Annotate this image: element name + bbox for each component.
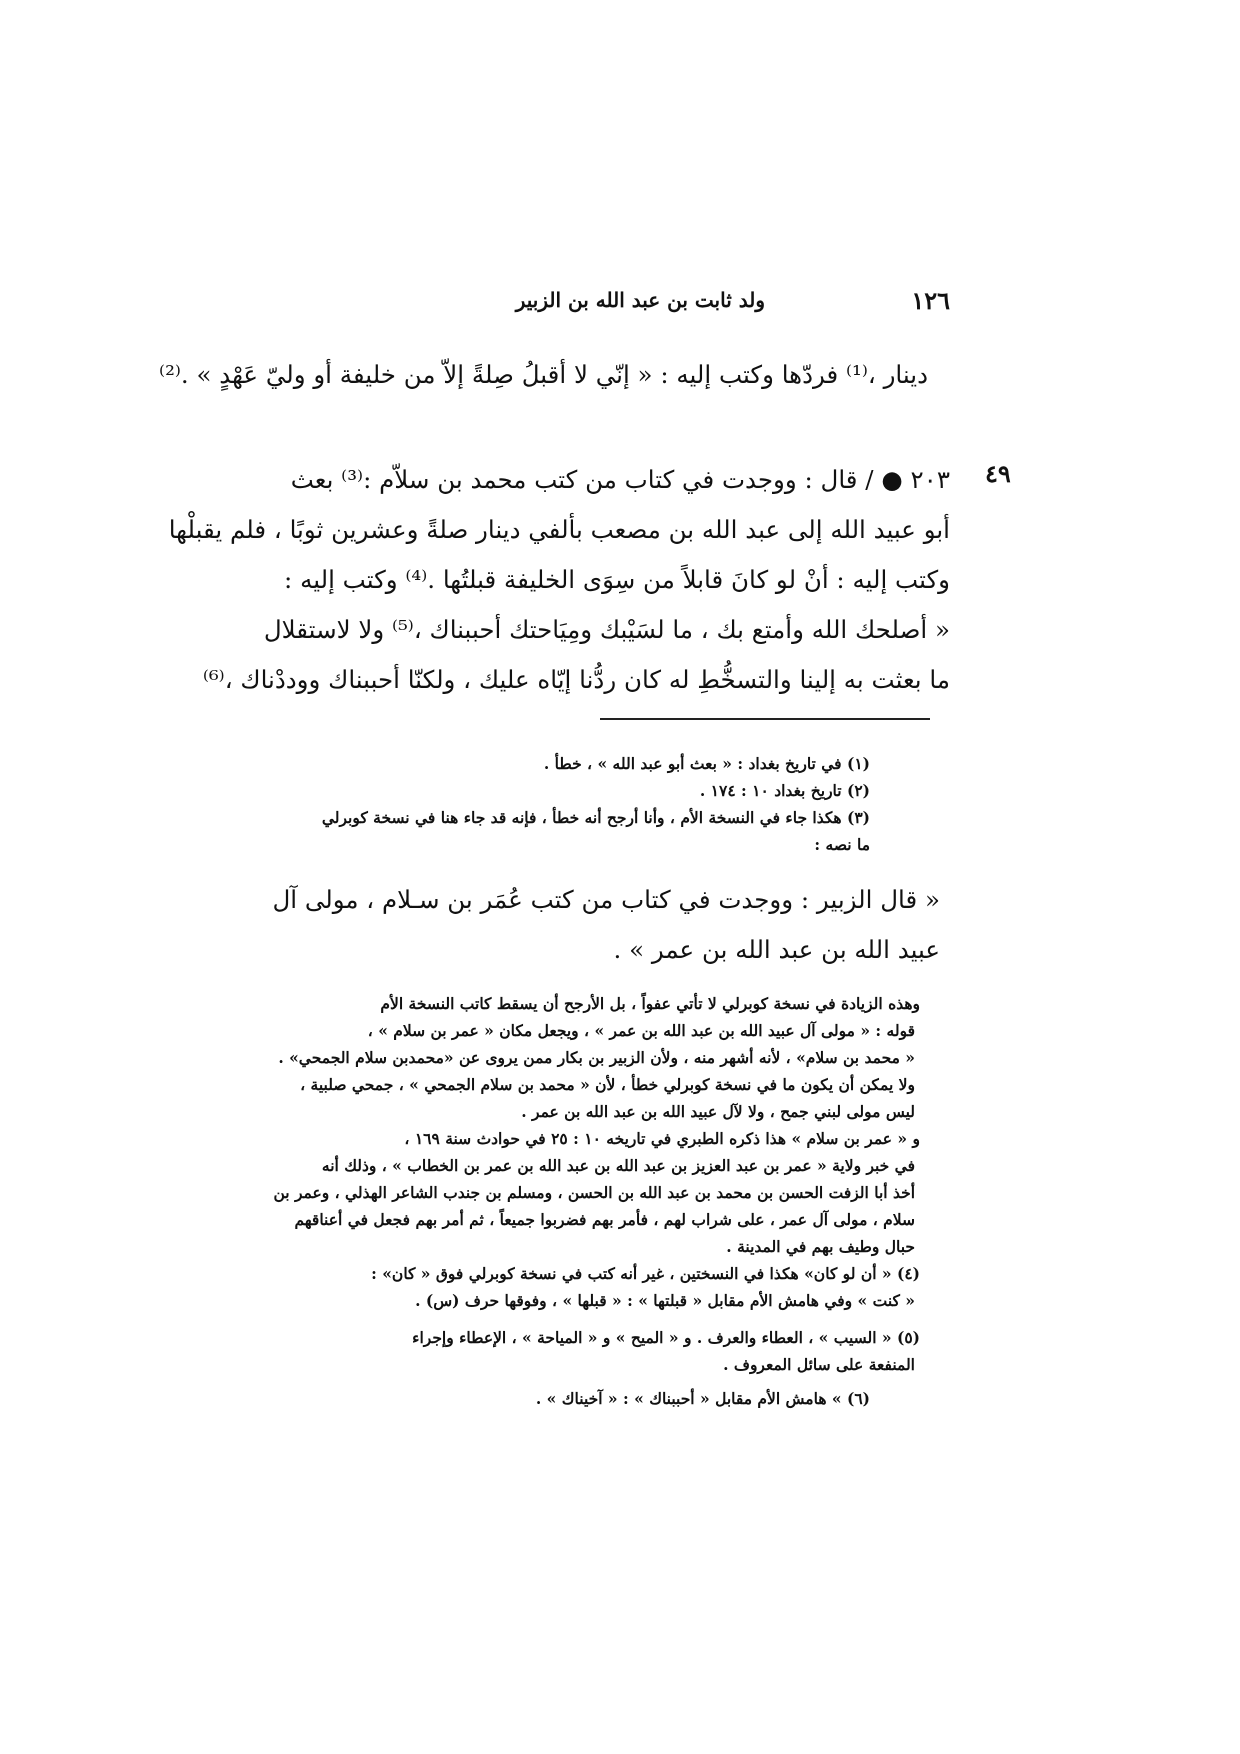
footnote-text-line: وهذه الزيادة في نسخة كوبرلي لا تأتي عفواً ، بل الأرجح أن يسقط كاتب النسخة الأم [380, 994, 920, 1013]
footnote-divider [600, 718, 930, 720]
running-head [250, 286, 950, 322]
footnote-1: (١) في تاريخ بغداد : « بعث أبو عبد الله » ، خطأ . [543, 754, 870, 773]
page-number: ١٢٦ [911, 286, 950, 315]
footnote-5-cont: المنفعة على سائل المعروف . [723, 1355, 915, 1374]
footnote-4: (٤) « أن لو كان» هكذا في النسختين ، غير أنه كتب في نسخة كوبرلي فوق « كان» : [371, 1264, 920, 1283]
footnote-quote-line-2: عبيد الله بن عبد الله بن عمر » . [613, 935, 940, 964]
footnote-text-line: حبال وطيف بهم في المدينة . [726, 1237, 915, 1256]
footnote-2: (٢) تاريخ بغداد ١٠ : ١٧٤ . [699, 781, 870, 800]
body-line-5: « أصلحك الله وأمتع بك ، ما لسَيْبك ومِيَاحتك أحببناك ،⁽⁵⁾ ولا لاستقلال [263, 615, 950, 644]
footnote-text-line: ولا يمكن أن يكون ما في نسخة كوبرلي خطأ ، لأن « محمد بن سلام الجمحي » ، جمحي صلبية ، [300, 1075, 915, 1094]
body-line-6: ما بعثت به إلينا والتسخُّطِ له كان ردُّنا إيّاه عليك ، ولكنّا أحببناك ووددْناك ،⁽⁶⁾ [202, 665, 950, 694]
footnote-text-line: في خبر ولاية « عمر بن عبد العزيز بن عبد الله بن عبد الله بن عمر بن الخطاب » ، وذلك أنه [321, 1156, 915, 1175]
body-line-3: أبو عبيد الله إلى عبد الله بن مصعب بألفي دينار صلةً وعشرين ثوبًا ، فلم يقبلْها [168, 515, 950, 544]
footnote-text-line: أخذ أبا الزفت الحسن بن محمد بن عبد الله بن الحسن ، ومسلم بن جندب الشاعر الهذلي ، وعمر بن [273, 1183, 915, 1202]
footnote-quote-line-1: « قال الزبير : ووجدت في كتاب من كتب عُمَر بن سـلام ، مولى آل [272, 885, 940, 914]
footnote-text-line: سلام ، مولى آل عمر ، على شراب لهم ، فأمر بهم فضربوا جميعاً ، ثم أمر بهم فجعل في أعناقهم [294, 1210, 915, 1229]
footnote-3: (٣) هكذا جاء في النسخة الأم ، وأنا أرجح أنه خطأ ، فإنه قد جاء هنا في نسخة كوبرلي [321, 808, 870, 827]
margin-page-number: ٤٩ [985, 459, 1011, 488]
footnote-6: (٦) » هامش الأم مقابل « أحببناك » : « آخيناك » . [535, 1389, 870, 1408]
running-title: ولد ثابت بن عبد الله بن الزبير [515, 288, 765, 312]
footnote-3-cont: ما نصه : [814, 835, 870, 854]
footnote-text-line: « محمد بن سلام» ، لأنه أشهر منه ، ولأن الزبير بن بكار ممن يروى عن «محمدبن سلام الجمحي» . [278, 1048, 915, 1067]
body-line-1: دينار ،⁽¹⁾ فردّها وكتب إليه : « إنّي لا أقبلُ صِلةً إلاّ من خليفة أو وليّ عَهْدٍ » .⁽²⁾ [159, 360, 928, 389]
body-line-4: وكتب إليه : أنْ لو كانَ قابلاً من سِوَى الخليفة قبلتُها .⁽⁴⁾ وكتب إليه : [284, 565, 950, 594]
footnote-4-cont: « كنت » وفي هامش الأم مقابل « قبلتها » : « قبلها » ، وفوقها حرف (س) . [415, 1291, 915, 1310]
footnote-text-line: و « عمر بن سلام » هذا ذكره الطبري في تاريخه ١٠ : ٢٥ في حوادث سنة ١٦٩ ، [404, 1129, 920, 1148]
footnote-5: (٥) « السيب » ، العطاء والعرف . و « الميح » و « المياحة » ، الإعطاء وإجراء [412, 1328, 920, 1347]
footnote-text-line: ليس مولى لبني جمح ، ولا لآل عبيد الله بن عبد الله بن عمر . [521, 1102, 915, 1121]
footnote-text-line: قوله : « مولى آل عبيد الله بن عبد الله بن عمر » ، ويجعل مكان « عمر بن سلام » ، [367, 1021, 915, 1040]
body-line-2: ٢٠٣ ● / قال : ووجدت في كتاب من كتب محمد بن سلاّم :⁽³⁾ بعث [290, 465, 950, 494]
